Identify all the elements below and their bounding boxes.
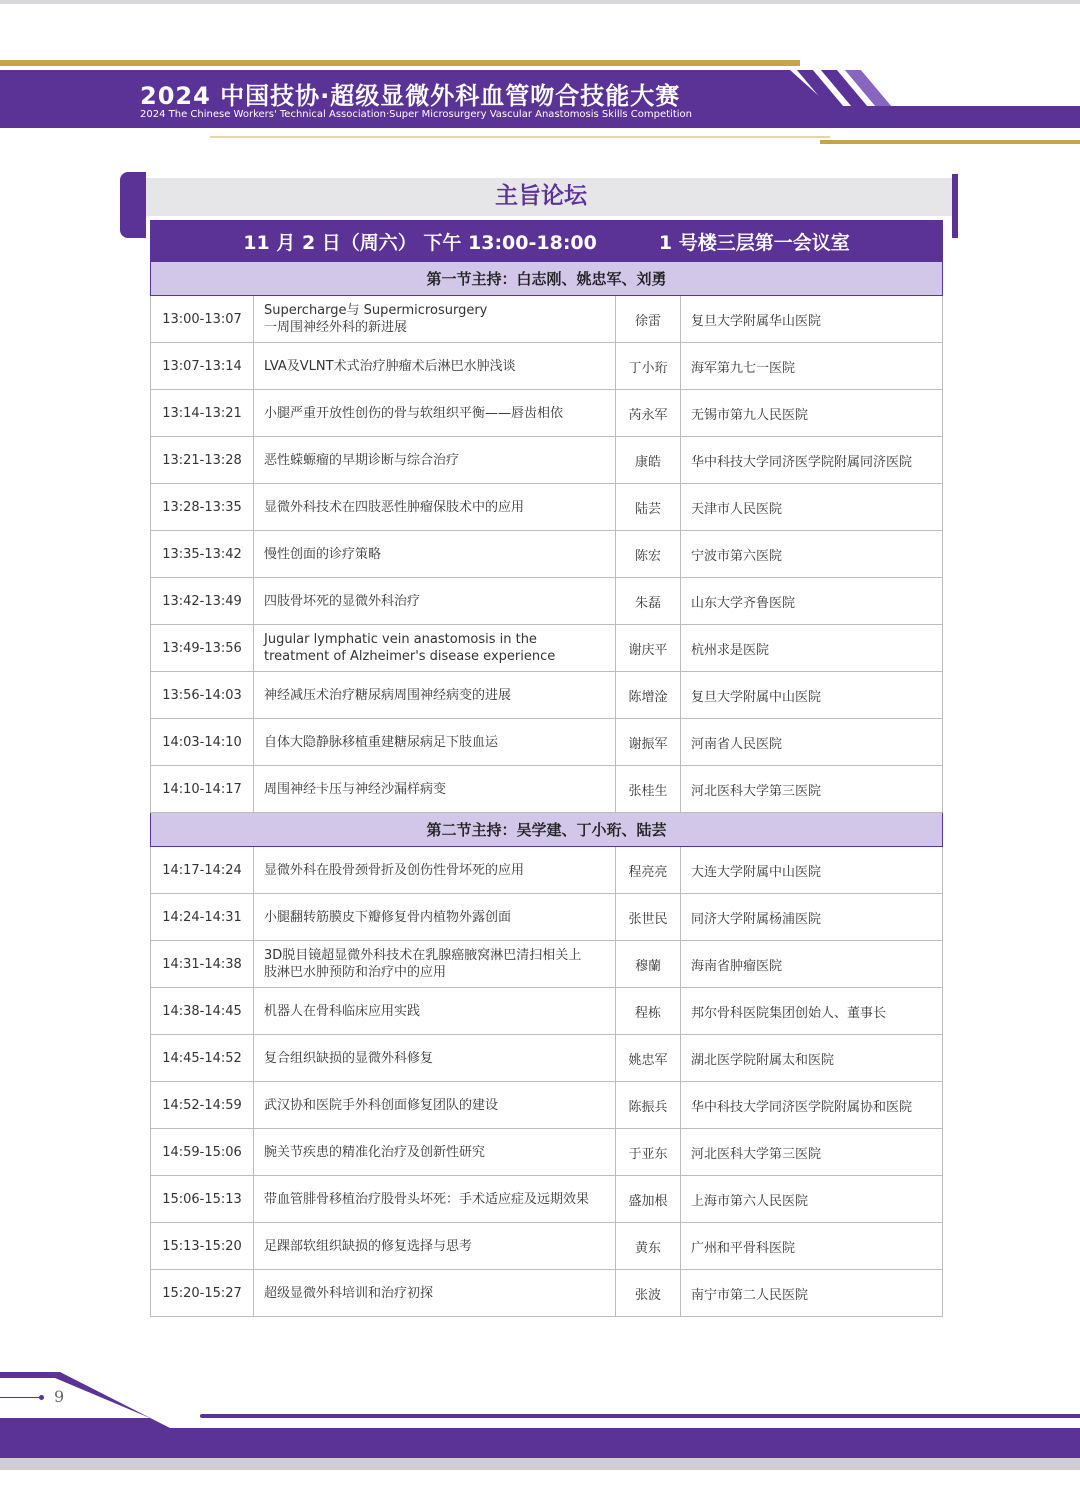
topic-line: 显微外科技术在四肢恶性肿瘤保肢术中的应用 <box>264 499 525 515</box>
topic-cell <box>254 672 616 719</box>
speaker-cell: 黄东 <box>616 1223 681 1270</box>
table-row <box>151 719 943 766</box>
speaker-cell: 康皓 <box>616 437 681 484</box>
topic-line: 显微外科在股骨颈骨折及创伤性骨坏死的应用 <box>264 862 525 878</box>
hospital-cell: 海军第九七一医院 <box>681 343 943 390</box>
banner-gold-line <box>0 60 800 66</box>
banner-gold-thin-line <box>210 136 830 138</box>
event-subtitle: 2024 The Chinese Workers' Technical Association·Super Microsurgery Vascular Anastomosis Skills Competition <box>140 109 692 120</box>
time-cell: 14:45-14:52 <box>151 1035 254 1082</box>
table-row <box>151 531 943 578</box>
speaker-cell: 张波 <box>616 1270 681 1317</box>
hospital-cell: 海南省肿瘤医院 <box>681 941 943 988</box>
time-cell: 14:10-14:17 <box>151 766 254 813</box>
speaker-cell: 朱磊 <box>616 578 681 625</box>
time-cell: 14:17-14:24 <box>151 847 254 894</box>
time-cell: 15:20-15:27 <box>151 1270 254 1317</box>
table-row <box>151 1082 943 1129</box>
topic-cell <box>254 343 616 390</box>
speaker-cell: 陈宏 <box>616 531 681 578</box>
table-row <box>151 766 943 813</box>
table-row <box>151 343 943 390</box>
speaker-cell: 徐雷 <box>616 296 681 343</box>
time-cell: 13:21-13:28 <box>151 437 254 484</box>
section-title: 主旨论坛 <box>495 183 587 209</box>
table-row <box>151 296 943 343</box>
topic-cell <box>254 1129 616 1176</box>
speaker-cell: 张世民 <box>616 894 681 941</box>
hospital-cell: 华中科技大学同济医学院附属同济医院 <box>681 437 943 484</box>
schedule-table <box>150 220 943 1317</box>
time-cell: 14:03-14:10 <box>151 719 254 766</box>
topic-line: 腕关节疾患的精准化治疗及创新性研究 <box>264 1144 486 1160</box>
speaker-cell: 陈振兵 <box>616 1082 681 1129</box>
hospital-cell: 山东大学齐鲁医院 <box>681 578 943 625</box>
time-cell: 15:06-15:13 <box>151 1176 254 1223</box>
footer-page-dot <box>39 1395 44 1400</box>
topic-cell <box>254 531 616 578</box>
topic-cell <box>254 390 616 437</box>
topic-cell <box>254 766 616 813</box>
topic-line: 自体大隐静脉移植重建糖尿病足下肢血运 <box>264 734 499 750</box>
topic-cell <box>254 578 616 625</box>
table-row <box>151 847 943 894</box>
speaker-cell: 谢庆平 <box>616 625 681 672</box>
time-cell: 14:24-14:31 <box>151 894 254 941</box>
hospital-cell: 河北医科大学第三医院 <box>681 766 943 813</box>
table-row <box>151 625 943 672</box>
hospital-cell: 同济大学附属杨浦医院 <box>681 894 943 941</box>
time-cell: 13:00-13:07 <box>151 296 254 343</box>
table-row <box>151 894 943 941</box>
topic-line: Supercharge与 Supermicrosurgery <box>264 303 488 318</box>
speaker-cell: 程亮亮 <box>616 847 681 894</box>
section-hosts: 第一节主持：白志刚、姚忠军、刘勇 <box>151 262 943 296</box>
topic-cell <box>254 719 616 766</box>
table-row <box>151 941 943 988</box>
topic-line: 周围神经卡压与神经沙漏样病变 <box>264 781 447 797</box>
topic-line: 足踝部软组织缺损的修复选择与思考 <box>264 1238 473 1254</box>
speaker-cell: 穆蘭 <box>616 941 681 988</box>
table-row <box>151 484 943 531</box>
speaker-cell: 陆芸 <box>616 484 681 531</box>
section-hosts: 第二节主持：吴学建、丁小珩、陆芸 <box>151 813 943 847</box>
session-location: 1 号楼三层第一会议室 <box>658 231 850 254</box>
session-info-row <box>151 221 943 262</box>
table-row <box>151 1176 943 1223</box>
time-cell: 14:31-14:38 <box>151 941 254 988</box>
speaker-cell: 陈增淦 <box>616 672 681 719</box>
hospital-cell: 河南省人民医院 <box>681 719 943 766</box>
hospital-cell: 宁波市第六医院 <box>681 531 943 578</box>
topic-line-2: 一周围神经外科的新进展 <box>264 320 408 335</box>
topic-line: 四肢骨坏死的显微外科治疗 <box>264 593 421 609</box>
hospital-cell: 无锡市第九人民医院 <box>681 390 943 437</box>
hospital-cell: 河北医科大学第三医院 <box>681 1129 943 1176</box>
topic-cell <box>254 1270 616 1317</box>
section-tab-left <box>120 172 146 238</box>
session-date-time: 11 月 2 日（周六） 下午 13:00-18:00 <box>243 231 597 254</box>
topic-cell <box>254 625 616 672</box>
time-cell: 13:42-13:49 <box>151 578 254 625</box>
time-cell: 14:59-15:06 <box>151 1129 254 1176</box>
speaker-cell: 于亚东 <box>616 1129 681 1176</box>
hospital-cell: 湖北医学院附属太和医院 <box>681 1035 943 1082</box>
speaker-cell: 谢振军 <box>616 719 681 766</box>
topic-line: 带血管腓骨移植治疗股骨头坏死：手术适应症及远期效果 <box>264 1191 590 1207</box>
topic-cell <box>254 847 616 894</box>
speaker-cell: 丁小珩 <box>616 343 681 390</box>
section-host-row <box>151 813 943 847</box>
topic-cell <box>254 1035 616 1082</box>
time-cell: 14:38-14:45 <box>151 988 254 1035</box>
topic-line: 武汉协和医院手外科创面修复团队的建设 <box>264 1097 499 1113</box>
topic-line: LVA及VLNT术式治疗肿瘤术后淋巴水肿浅谈 <box>264 358 516 374</box>
topic-line: 慢性创面的诊疗策略 <box>264 546 382 562</box>
topic-line: Jugular lymphatic vein anastomosis in the <box>264 632 537 647</box>
topic-cell <box>254 988 616 1035</box>
topic-cell <box>254 1223 616 1270</box>
topic-cell <box>254 1176 616 1223</box>
footer-bar <box>200 1414 1080 1418</box>
table-row <box>151 988 943 1035</box>
time-cell: 13:56-14:03 <box>151 672 254 719</box>
table-row <box>151 1129 943 1176</box>
hospital-cell: 邦尔骨科医院集团创始人、董事长 <box>681 988 943 1035</box>
footer-page-line <box>0 1397 40 1398</box>
table-row <box>151 1270 943 1317</box>
topic-cell <box>254 484 616 531</box>
hospital-cell: 南宁市第二人民医院 <box>681 1270 943 1317</box>
time-cell: 13:28-13:35 <box>151 484 254 531</box>
event-title: 2024 中国技协·超级显微外科血管吻合技能大赛 <box>140 82 681 110</box>
topic-cell <box>254 941 616 988</box>
section-tab-right <box>952 174 958 238</box>
page-number: 9 <box>54 1387 65 1406</box>
topic-line-2: 肢淋巴水肿预防和治疗中的应用 <box>264 965 447 980</box>
topic-line: 小腿翻转筋膜皮下瓣修复骨内植物外露创面 <box>264 909 512 925</box>
table-row <box>151 1223 943 1270</box>
hospital-cell: 华中科技大学同济医学院附属协和医院 <box>681 1082 943 1129</box>
topic-line: 神经减压术治疗糖尿病周围神经病变的进展 <box>264 687 512 703</box>
topic-line-2: treatment of Alzheimer's disease experience <box>264 649 556 664</box>
hospital-cell: 天津市人民医院 <box>681 484 943 531</box>
footer-band <box>0 1428 1080 1458</box>
footer-gray-strip <box>0 1458 1080 1470</box>
topic-line: 超级显微外科培训和治疗初探 <box>264 1285 434 1301</box>
time-cell: 13:14-13:21 <box>151 390 254 437</box>
speaker-cell: 芮永军 <box>616 390 681 437</box>
topic-cell <box>254 296 616 343</box>
banner-gold-accent <box>820 140 1080 144</box>
speaker-cell: 张桂生 <box>616 766 681 813</box>
hospital-cell: 复旦大学附属中山医院 <box>681 672 943 719</box>
time-cell: 13:49-13:56 <box>151 625 254 672</box>
topic-line: 恶性蝾螈瘤的早期诊断与综合治疗 <box>264 452 460 468</box>
topic-cell <box>254 437 616 484</box>
topic-line: 小腿严重开放性创伤的骨与软组织平衡——唇齿相依 <box>264 405 564 421</box>
topic-cell <box>254 1082 616 1129</box>
speaker-cell: 程栋 <box>616 988 681 1035</box>
section-host-row <box>151 262 943 296</box>
hospital-cell: 上海市第六人民医院 <box>681 1176 943 1223</box>
time-cell: 13:35-13:42 <box>151 531 254 578</box>
time-cell: 15:13-15:20 <box>151 1223 254 1270</box>
table-row <box>151 390 943 437</box>
speaker-cell: 姚忠军 <box>616 1035 681 1082</box>
topic-cell <box>254 894 616 941</box>
table-row <box>151 437 943 484</box>
topic-line: 3D脱目镜超显微外科技术在乳腺癌腋窝淋巴清扫相关上 <box>264 948 582 963</box>
time-cell: 13:07-13:14 <box>151 343 254 390</box>
time-cell: 14:52-14:59 <box>151 1082 254 1129</box>
topic-line: 复合组织缺损的显微外科修复 <box>264 1050 434 1066</box>
table-row <box>151 1035 943 1082</box>
topic-line: 机器人在骨科临床应用实践 <box>264 1003 421 1019</box>
hospital-cell: 大连大学附属中山医院 <box>681 847 943 894</box>
top-edge-strip <box>0 0 1080 4</box>
table-row <box>151 672 943 719</box>
table-row <box>151 578 943 625</box>
hospital-cell: 杭州求是医院 <box>681 625 943 672</box>
hospital-cell: 广州和平骨科医院 <box>681 1223 943 1270</box>
hospital-cell: 复旦大学附属华山医院 <box>681 296 943 343</box>
speaker-cell: 盛加根 <box>616 1176 681 1223</box>
